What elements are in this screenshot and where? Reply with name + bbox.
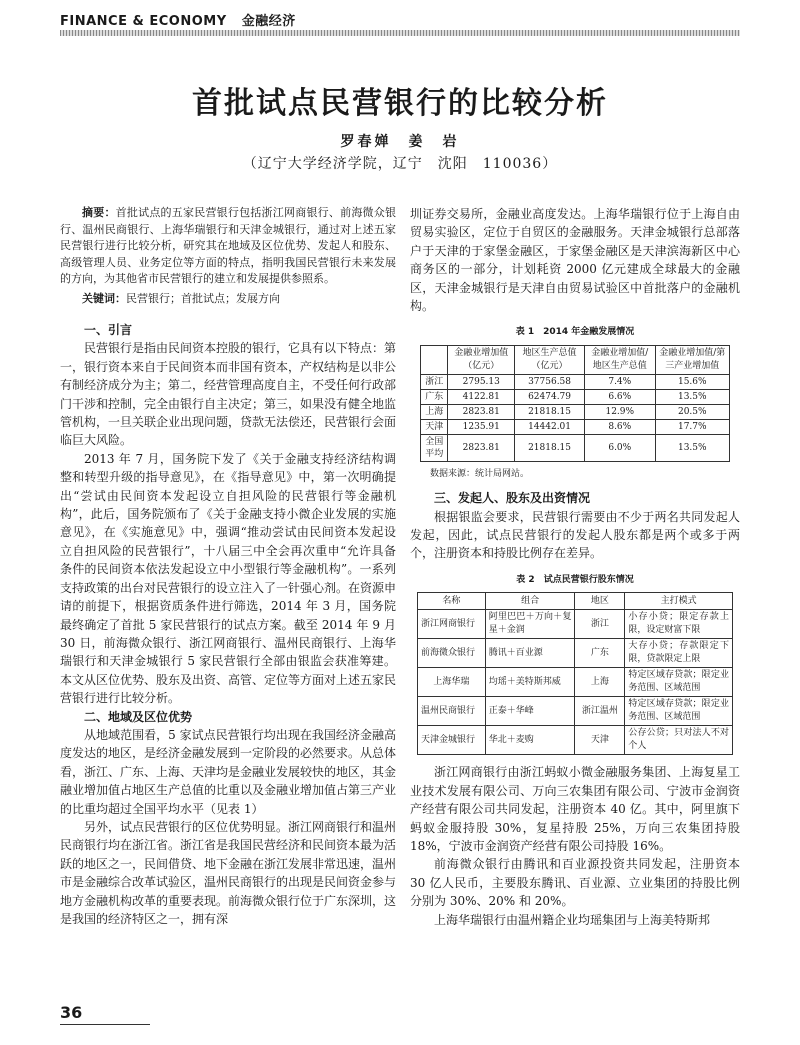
table-cell: 天津 [421,419,448,434]
table-cell: 华北＋麦购 [485,726,575,755]
left-column [60,205,396,928]
table1-header-cell: 地区生产总值（亿元） [515,345,585,374]
paragraph: 上海华瑞银行由温州籍企业均瑶集团与上海美特斯邦 [434,912,711,927]
table-cell: 2823.81 [448,404,515,419]
table-cell: 上海华瑞 [418,668,486,697]
table-cell: 上海 [421,404,448,419]
table1-header-cell [421,345,448,374]
table-cell: 8.6% [585,419,656,434]
table-cell: 广东 [575,639,625,668]
table-row [421,374,730,389]
paragraph: 另外，试点民营银行的区位优势明显。浙江网商银行和温州民商银行均在浙江省。浙江省是我国民营经济和民间资本最为活跃的地区之一，民间借贷、地下金融在浙江发展非常迅速，温州市是金融综合改革试验区，温州民商银行的出现是民间资金参与地方金融机构改革的重要表现。前海微众银行位于广东深圳，这是我国的经济特区之一，拥有深 [60,819,397,926]
table-cell: 21818.15 [515,404,585,419]
paragraph: 前海微众银行由腾讯和百业源投资共同发起，注册资本 30 亿人民币，主要股东腾讯、百业源、立业集团的持股比例分别为 30%、20% 和 20%。 [410,857,740,909]
table-cell: 2823.81 [448,434,515,461]
table1 [420,345,730,462]
authors: 罗春婵 姜 岩 [340,134,460,150]
table1-caption: 表 1 2014 年金融发展情况 [515,327,635,338]
table2-header-row [418,593,733,610]
table1-header-cell: 金融业增加值/地区生产总值 [585,345,656,374]
table-cell: 21818.15 [515,434,585,461]
table-cell: 13.5% [655,434,729,461]
table-row [418,639,733,668]
table-cell: 特定区域存贷款；限定业务范围、区域范围 [625,697,733,726]
table-cell: 15.6% [655,374,729,389]
table-cell: 浙江 [575,610,625,639]
footer-rule [60,1024,150,1025]
header-label-en: FINANCE & ECONOMY [60,14,227,29]
keywords [60,291,396,308]
paragraph: 浙江网商银行由浙江蚂蚁小微金融服务集团、上海复星工业技术发展有限公司、万向三农集团有限公司、宁波市金润资产经营有限公司共同发起，注册资本 40 亿。其中，阿里旗下蚂蚁金服持股 30%，复星持股 25%，万向三农集团持股 18%，宁波市金润资产经营有限公司持股 16%。 [410,765,740,853]
table-cell: 13.5% [655,389,729,404]
table1-source: 数据来源：统计局网站。 [430,468,530,479]
affiliation: （辽宁大学经济学院，辽宁 沈阳 110036） [242,156,558,172]
abstract [60,205,396,288]
table-cell: 20.5% [655,404,729,419]
table-row [418,726,733,755]
paragraph: 根据银监会要求，民营银行需要由不少于两名共同发起人发起，因此，试点民营银行的发起人股东都是两个或多于两个，注册资本和持股比例存在差异。 [410,509,740,561]
header-band [60,30,740,36]
table-cell: 17.7% [655,419,729,434]
table2-header-cell: 地区 [575,593,625,610]
table-cell: 6.6% [585,389,656,404]
table-cell: 广东 [421,389,448,404]
table-row [418,610,733,639]
table-cell: 1235.91 [448,419,515,434]
table-row [418,668,733,697]
table-cell: 公存公贷；只对法人不对个人 [625,726,733,755]
table-row [418,697,733,726]
table1-header-cell: 金融业增加值（亿元） [448,345,515,374]
keywords-text: 民营银行；首批试点；发展方向 [126,291,280,305]
section-1-title: 一、引言 [84,323,133,337]
abstract-label: 摘要： [82,206,116,219]
table-cell: 4122.81 [448,389,515,404]
table-cell: 阿里巴巴＋万向＋复星＋金润 [485,610,575,639]
table-cell: 上海 [575,668,625,697]
table-row [421,419,730,434]
right-column [410,205,740,929]
table-cell: 37756.58 [515,374,585,389]
page-number: 36 [60,1003,83,1022]
table-cell: 62474.79 [515,389,585,404]
table-cell: 全国平均 [421,434,448,461]
table2 [417,592,733,755]
paragraph: 2013 年 7 月，国务院下发了《关于金融支持经济结构调整和转型升级的指导意见》，在《指导意见》中，第一次明确提出“尝试由民间资本发起设立自担风险的民营银行等金融机构”，此后，国务院颁布了《关于金融支持小微企业发展的实施意见》，在《实施意见》中，强调“推动尝试由民间资本发起设立自担风险的民营银行”，十八届三中全会再次重申“允许具备条件的民间资本依法发起设立中小型银行等金融机构”。一系列支持政策的出台对民营银行的设立注入了一针强心剂。在资源申请的前提下，根据资质条件进行筛选，2014 年 3 月，国务院最终确定了首批 5 家民营银行的试点方案。截至 2014 年 9 月 30 日，前海微众银行、浙江网商银行、温州民商银行、上海华瑞银行和天津金城银行 5 家民营银行全部由银监会获准筹建。本文从区位优势、股东及出资、高管、定位等方面对上述五家民营银行进行比较分析。 [60,451,397,706]
table-row [421,434,730,461]
table2-caption: 表 2 试点民营银行股东情况 [516,574,634,585]
table2-header-cell: 名称 [418,593,486,610]
table-cell: 特定区域存贷款；限定业务范围、区域范围 [625,668,733,697]
table-cell: 腾讯＋百业源 [485,639,575,668]
table1-header-cell: 金融业增加值/第三产业增加值 [655,345,729,374]
table-cell: 天津金城银行 [418,726,486,755]
section-3-title: 三、发起人、股东及出资情况 [434,491,591,506]
table-cell: 小存小贷；限定存款上限，设定财富下限 [625,610,733,639]
table-cell: 温州民商银行 [418,697,486,726]
table-cell: 浙江 [421,374,448,389]
table-cell: 天津 [575,726,625,755]
table-cell: 大存小贷；存款限定下限，贷款限定上限 [625,639,733,668]
table-cell: 浙江网商银行 [418,610,486,639]
table-cell: 正泰＋华峰 [485,697,575,726]
table1-header-row [421,345,730,374]
table-cell: 7.4% [585,374,656,389]
table-cell: 6.0% [585,434,656,461]
paragraph: 圳证券交易所，金融业高度发达。上海华瑞银行位于上海自由贸易实验区，定位于自贸区的金融服务。天津金城银行总部落户于天津的于家堡金融区，于家堡金融区是天津滨海新区中心商务区的一部分，计划耗资 2000 亿元建成全球最大的金融区，天津金城银行是天津自由贸易试验区中首批落户的金融机构。 [410,207,740,314]
table-cell: 2795.13 [448,374,515,389]
abstract-text: 首批试点的五家民营银行包括浙江网商银行、前海微众银行、温州民商银行、上海华瑞银行和天津金城银行，通过对上述五家民营银行进行比较分析，研究其在地域及区位优势、发起人和股东、高级管理人员、业务定位等方面的特点，指明我国民营银行未来发展的方向，为其他省市民营银行的建立和发展提供参照系。 [60,206,397,285]
table-row [421,389,730,404]
table-cell: 前海微众银行 [418,639,486,668]
table-cell: 浙江温州 [575,697,625,726]
header-label-cn: 金融经济 [241,14,296,29]
table-row [421,404,730,419]
paragraph: 民营银行是指由民间资本控股的银行，它具有以下特点：第一，银行资本来自于民间资本而非国有资本，产权结构是以非公有制经济成分为主；第二，经营管理高度自主，不受任何行政部门干涉和控制，完全由银行自主决定；第三，如果没有健全地监管机构，一旦关联企业出现问题，贷款无法偿还，民营银行会面临巨大风险。 [60,341,397,448]
table2-header-cell: 组合 [485,593,575,610]
table-cell: 14442.01 [515,419,585,434]
running-header [60,10,296,29]
section-2-title: 二、地域及区位优势 [84,709,193,724]
table-cell: 12.9% [585,404,656,419]
paragraph: 从地域范围看，5 家试点民营银行均出现在我国经济金融高度发达的地区，是经济金融发展到一定阶段的必然要求。从总体看，浙江、广东、上海、天津均是金融业发展较快的地区，其金融业增加值占地区生产总值的比重以及金融业增加值占第三产业的比重均超过全国平均水平（见表 1） [60,727,397,816]
article-title: 首批试点民营银行的比较分析 [192,86,608,121]
keywords-label: 关键词： [82,291,126,305]
table2-header-cell: 主打模式 [625,593,733,610]
table-cell: 均瑶＋美特斯邦威 [485,668,575,697]
